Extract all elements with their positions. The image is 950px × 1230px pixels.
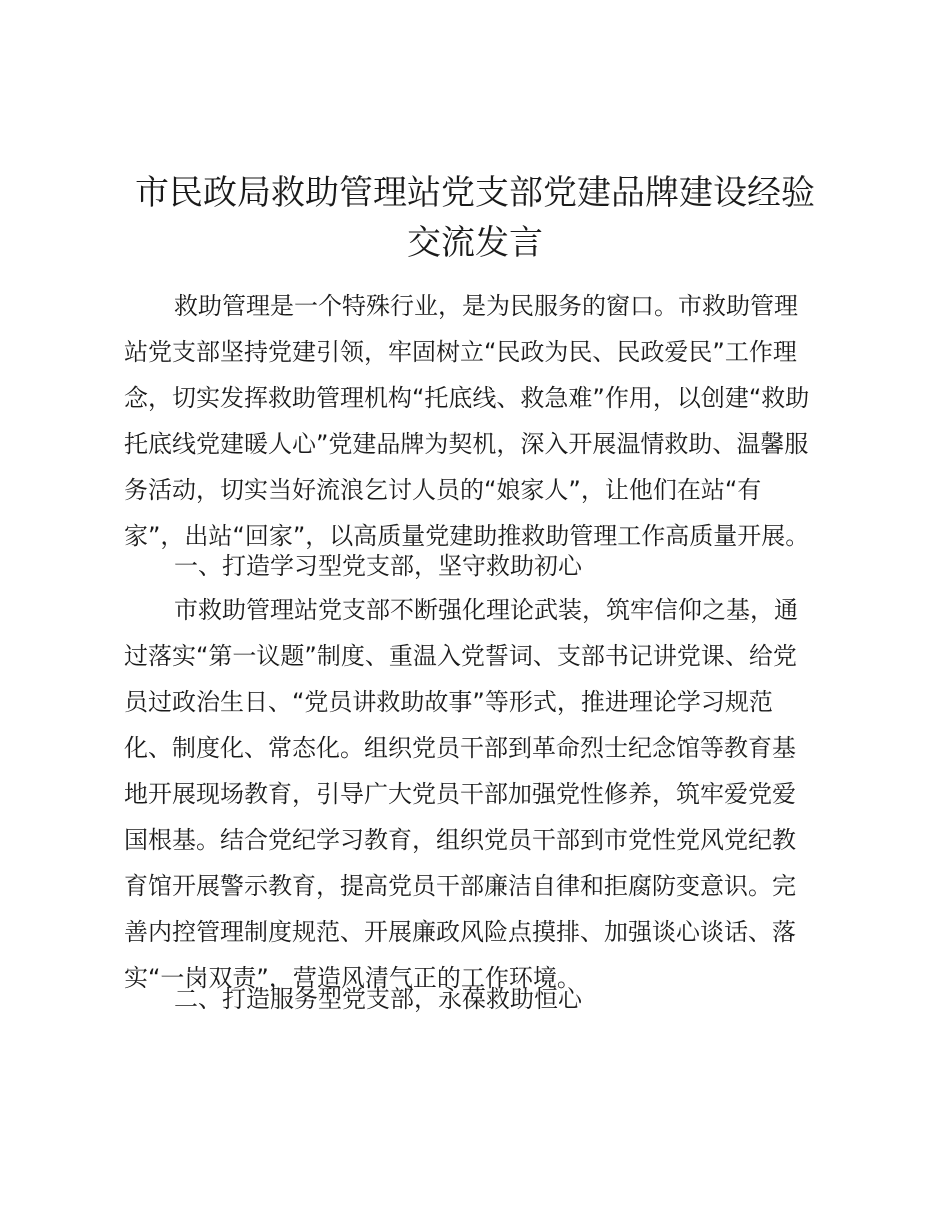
paragraph-line: 市救助管理站党支部不断强化理论武装，筑牢信仰之基，通 xyxy=(174,596,798,624)
paragraph-line: 家”，出站“回家”，以高质量党建助推救助管理工作高质量开展。 xyxy=(124,522,810,550)
paragraph-line: 实“一岗双责”，营造风清气正的工作环境。 xyxy=(124,964,581,992)
paragraph-line: 托底线党建暖人心”党建品牌为契机，深入开展温情救助、温馨服 xyxy=(124,430,809,458)
paragraph-line: 育馆开展警示教育，提高党员干部廉洁自律和拒腐防变意识。完 xyxy=(124,872,796,900)
paragraph-line: 务活动，切实当好流浪乞讨人员的“娘家人”，让他们在站“有 xyxy=(124,476,762,504)
paragraph-section-1 xyxy=(124,587,839,1001)
paragraph-line: 善内控管理制度规范、开展廉政风险点摸排、加强谈心谈话、落 xyxy=(124,918,796,946)
document-title-line-1: 市民政局救助管理站党支部党建品牌建设经验 xyxy=(135,173,815,213)
paragraph-line: 站党支部坚持党建引领，牢固树立“民政为民、民政爱民”工作理 xyxy=(124,338,797,366)
document-title-line-2: 交流发言 xyxy=(407,223,543,263)
paragraph-intro xyxy=(124,283,839,559)
section-heading-2: 二、打造服务型党支部，永葆救助恒心 xyxy=(174,985,582,1013)
paragraph-line: 国根基。结合党纪学习教育，组织党员干部到市党性党风党纪教 xyxy=(124,826,796,854)
paragraph-line: 救助管理是一个特殊行业，是为民服务的窗口。市救助管理 xyxy=(174,292,798,320)
paragraph-line: 过落实“第一议题”制度、重温入党誓词、支部书记讲党课、给党 xyxy=(124,642,797,670)
paragraph-line: 地开展现场教育，引导广大党员干部加强党性修养，筑牢爱党爱 xyxy=(124,780,796,808)
paragraph-line: 员过政治生日、“党员讲救助故事”等形式，推进理论学习规范 xyxy=(124,688,773,716)
paragraph-line: 化、制度化、常态化。组织党员干部到革命烈士纪念馆等教育基 xyxy=(124,734,796,762)
section-heading-1: 一、打造学习型党支部，坚守救助初心 xyxy=(174,552,582,580)
paragraph-line: 念，切实发挥救助管理机构“托底线、救急难”作用，以创建“救助 xyxy=(124,384,810,412)
